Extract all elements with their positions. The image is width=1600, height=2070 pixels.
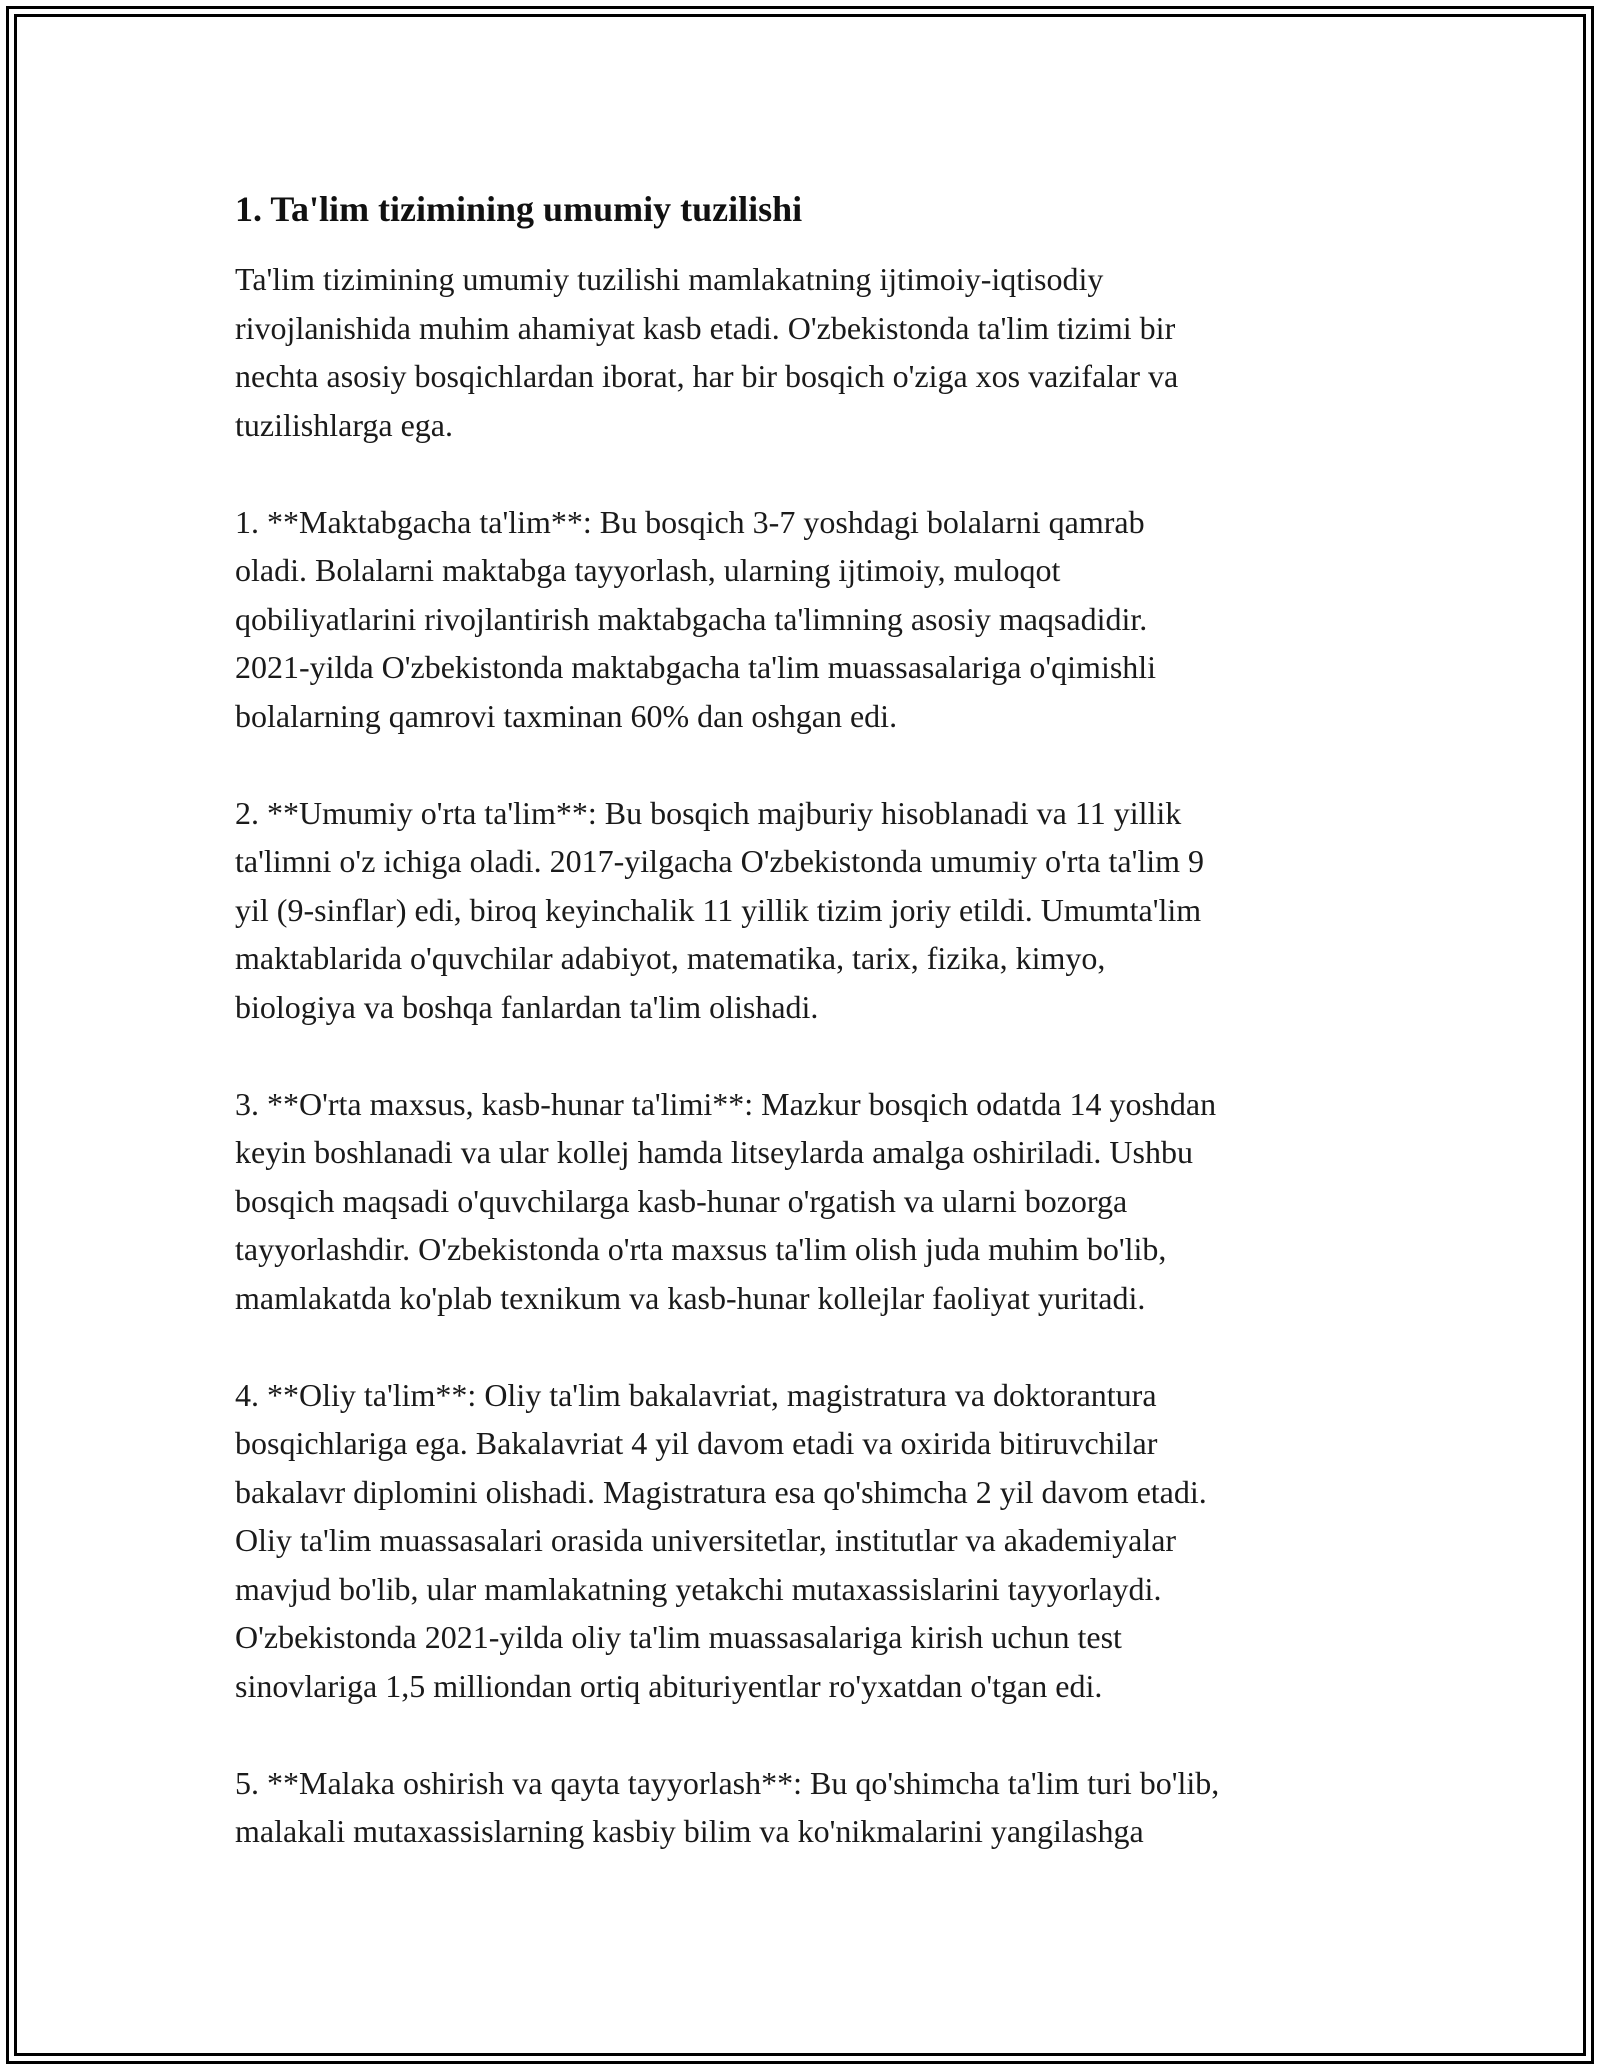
text-line: oladi. Bolalarni maktabga tayyorlash, ularning ijtimoiy, muloqot xyxy=(235,552,1061,588)
text-line: 2. **Umumiy o'rta ta'lim**: Bu bosqich majburiy hisoblanadi va 11 yillik xyxy=(235,794,1182,831)
text-line: 2021-yilda O'zbekistonda maktabgacha ta'lim muassasalariga o'qimishli xyxy=(235,649,1157,685)
text-line: 4. **Oliy ta'lim**: Oliy ta'lim bakalavriat, magistratura va doktorantura xyxy=(235,1376,1157,1413)
text-line: malakali mutaxassislarning kasbiy bilim va ko'nikmalarini yangilashga xyxy=(235,1813,1144,1849)
text-line: bolalarning qamrovi taxminan 60% dan oshgan edi. xyxy=(235,697,898,734)
higher-education-paragraph xyxy=(235,1371,1375,1711)
text-line: mamlakatda ko'plab texnikum va kasb-hunar kollejlar faoliyat yuritadi. xyxy=(235,1279,1146,1316)
vocational-paragraph xyxy=(235,1080,1375,1323)
text-line: ta'limni o'z ichiga oladi. 2017-yilgacha O'zbekistonda umumiy o'rta ta'lim 9 xyxy=(235,843,1205,879)
text-line: yil (9-sinflar) edi, biroq keyinchalik 11 yillik tizim joriy etildi. Umumta'lim xyxy=(235,891,1202,928)
text-line: bakalavr diplomini olishadi. Magistratura esa qo'shimcha 2 yil davom etadi. xyxy=(235,1473,1207,1510)
text-line: tayyorlashdir. O'zbekistonda o'rta maxsus ta'lim olish juda muhim bo'lib, xyxy=(235,1231,1167,1267)
text-line: O'zbekistonda 2021-yilda oliy ta'lim muassasalariga kirish uchun test xyxy=(235,1619,1122,1655)
document-body xyxy=(235,185,1375,1904)
text-line: 5. **Malaka oshirish va qayta tayyorlash**: Bu qo'shimcha ta'lim turi bo'lib, xyxy=(235,1764,1220,1801)
retraining-paragraph xyxy=(235,1759,1375,1856)
intro-paragraph xyxy=(235,255,1375,449)
text-line: nechta asosiy bosqichlardan iborat, har bir bosqich o'ziga xos vazifalar va xyxy=(235,358,1179,394)
text-line: maktablarida o'quvchilar adabiyot, matematika, tarix, fizika, kimyo, xyxy=(235,940,1106,976)
text-line: bosqich maqsadi o'quvchilarga kasb-hunar o'rgatish va ularni bozorga xyxy=(235,1182,1128,1219)
text-line: biologiya va boshqa fanlardan ta'lim olishadi. xyxy=(235,988,819,1025)
text-line: Ta'lim tizimining umumiy tuzilishi mamlakatning ijtimoiy-iqtisodiy xyxy=(235,261,1104,297)
text-line: 1. **Maktabgacha ta'lim**: Bu bosqich 3-7 yoshdagi bolalarni qamrab xyxy=(235,503,1145,540)
text-line: 3. **O'rta maxsus, kasb-hunar ta'limi**: Mazkur bosqich odatda 14 yoshdan xyxy=(235,1085,1217,1122)
text-line: Oliy ta'lim muassasalari orasida universitetlar, institutlar va akademiyalar xyxy=(235,1522,1177,1558)
text-line: qobiliyatlarini rivojlantirish maktabgacha ta'limning asosiy maqsadidir. xyxy=(235,600,1148,637)
text-line: keyin boshlanadi va ular kollej hamda litseylarda amalga oshiriladi. Ushbu xyxy=(235,1134,1193,1170)
general-secondary-paragraph xyxy=(235,789,1375,1032)
text-line: rivojlanishida muhim ahamiyat kasb etadi. O'zbekistonda ta'lim tizimi bir xyxy=(235,309,1176,346)
text-line: sinovlariga 1,5 milliondan ortiq abituriyentlar ro'yxatdan o'tgan edi. xyxy=(235,1667,1103,1704)
section-heading: 1. Ta'lim tizimining umumiy tuzilishi xyxy=(235,189,803,229)
text-line: bosqichlariga ega. Bakalavriat 4 yil davom etadi va oxirida bitiruvchilar xyxy=(235,1425,1158,1461)
text-line: tuzilishlarga ega. xyxy=(235,406,453,443)
text-line: mavjud bo'lib, ular mamlakatning yetakchi mutaxassislarini tayyorlaydi. xyxy=(235,1570,1162,1607)
preschool-paragraph xyxy=(235,498,1375,741)
